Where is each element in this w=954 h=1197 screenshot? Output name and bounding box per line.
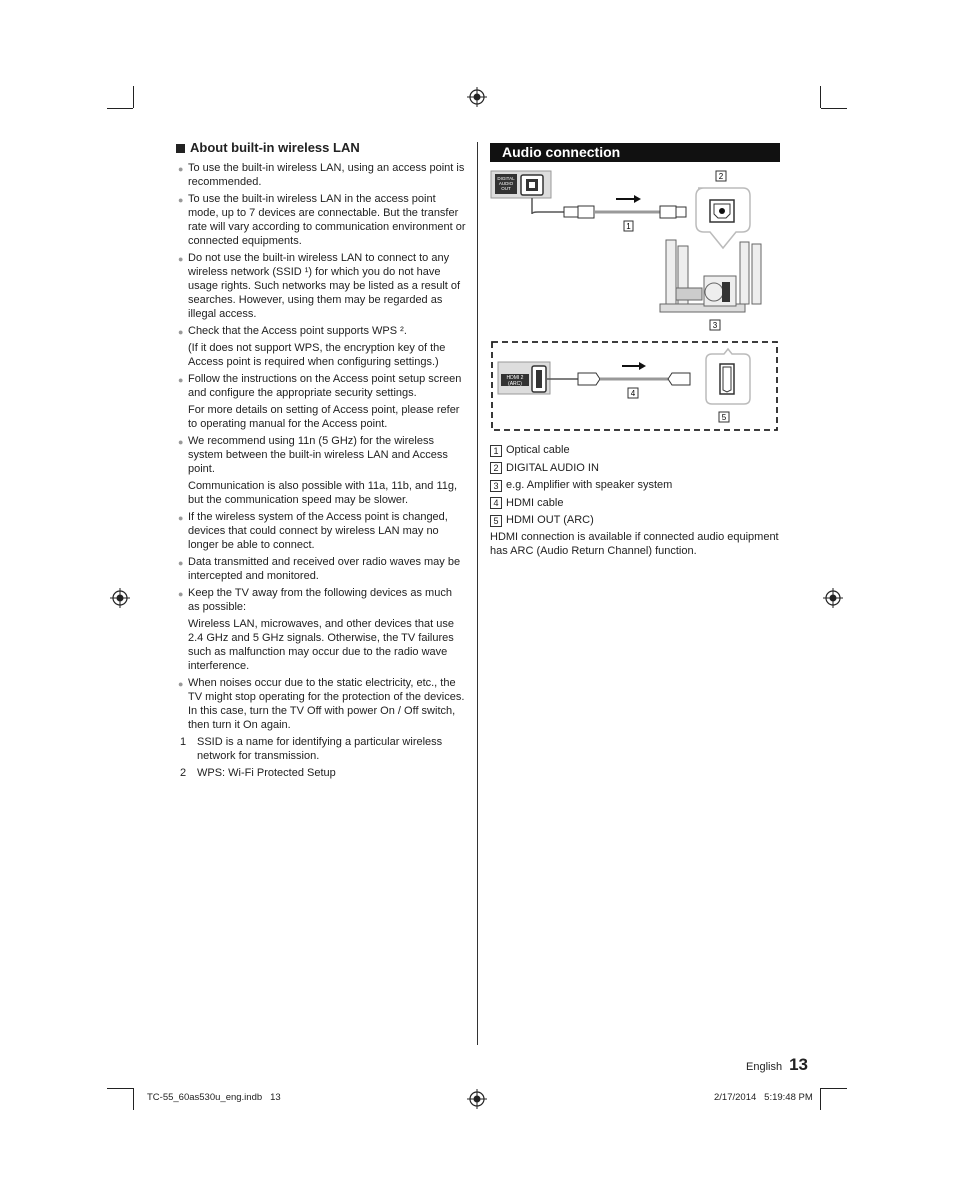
section-heading xyxy=(176,141,466,155)
list-item xyxy=(176,676,466,732)
registration-mark-icon xyxy=(823,588,843,608)
legend-number: 2 xyxy=(490,462,502,474)
crop-mark xyxy=(821,1088,847,1089)
legend-text: HDMI cable xyxy=(506,496,564,509)
file-info: TC-55_60as530u_eng.indb 13 xyxy=(147,1092,281,1103)
item-text: To use the built-in wireless LAN in the access point mode, up to 7 devices are connectable. But the transfer rate will vary according to communication environment or connected equipments. xyxy=(188,193,466,247)
crop-mark xyxy=(133,1088,134,1110)
legend-item xyxy=(490,442,790,460)
list-item xyxy=(176,586,466,673)
callout-3: 3 xyxy=(712,321,718,330)
speaker-system-icon xyxy=(660,240,761,312)
audio-connection-heading: Audio connection xyxy=(490,143,780,162)
item-text: For more details on setting of Access point, please refer to operating manual for the Access point. xyxy=(188,404,460,430)
item-text: (If it does not support WPS, the encryption key of the Access point is required when configuring settings.) xyxy=(188,342,446,368)
diagram-legend xyxy=(490,442,790,558)
wireless-lan-heading: About built-in wireless LAN xyxy=(190,140,360,155)
list-item xyxy=(176,510,466,552)
registration-mark-icon xyxy=(467,87,487,107)
crop-mark xyxy=(107,108,133,109)
hdmi-label-line1: HDMI 2 xyxy=(506,375,524,381)
digital-label-line1: DIGITAL xyxy=(497,176,515,181)
item-text: Keep the TV away from the following devices as much as possible: xyxy=(188,587,452,613)
bullet-icon: ● xyxy=(178,437,184,447)
legend-item xyxy=(490,477,790,495)
item-text: Wireless LAN, microwaves, and other devices that use 2.4 GHz and 5 GHz signals. Otherwise, the TV failures such as malfunction may occur due to the radio wave interference. xyxy=(188,618,454,672)
audio-connection-section xyxy=(490,143,780,162)
page-number: 13 xyxy=(789,1055,808,1074)
list-item xyxy=(176,251,466,321)
bullet-icon: ● xyxy=(178,558,184,568)
item-text: When noises occur due to the static electricity, etc., the TV might stop operating for the protection of the devices. In this case, turn the TV Off with power On / Off switch, then turn it On again. xyxy=(188,677,465,731)
bullet-icon: ● xyxy=(178,513,184,523)
bullet-icon: ● xyxy=(178,679,184,689)
callout-4: 4 xyxy=(630,389,636,398)
bullet-icon: ● xyxy=(178,254,184,264)
legend-number: 3 xyxy=(490,480,502,492)
bullet-icon: ● xyxy=(178,375,184,385)
hdmi-label-line2: (ARC) xyxy=(508,381,522,387)
item-text: Data transmitted and received over radio waves may be intercepted and monitored. xyxy=(188,556,461,582)
crop-mark xyxy=(133,86,134,108)
optical-cable xyxy=(532,198,564,214)
bullet-icon: ● xyxy=(178,195,184,205)
item-text: Check that the Access point supports WPS ². xyxy=(188,325,407,337)
item-text: To use the built-in wireless LAN, using an access point is recommended. xyxy=(188,162,465,188)
square-bullet-icon xyxy=(176,144,185,153)
legend-text: HDMI OUT (ARC) xyxy=(506,514,594,526)
audio-connection-diagram xyxy=(488,166,782,434)
language-label: English xyxy=(746,1061,783,1073)
arc-note: HDMI connection is available if connected audio equipment has ARC (Audio Return Channel) function. xyxy=(490,530,779,557)
legend-item xyxy=(490,460,790,478)
legend-text: DIGITAL AUDIO IN xyxy=(506,461,599,474)
wireless-lan-section xyxy=(176,141,466,783)
item-text: We recommend using 11n (5 GHz) for the wireless system between the built-in wireless LAN and Access point. xyxy=(188,435,448,475)
footnote-number: 1 xyxy=(180,736,187,748)
bullet-icon: ● xyxy=(178,327,184,337)
footnote-text: SSID is a name for identifying a particular wireless network for transmission. xyxy=(197,736,443,762)
callout-2: 2 xyxy=(718,172,724,181)
bullet-icon: ● xyxy=(178,589,184,599)
registration-mark-icon xyxy=(110,588,130,608)
legend-text: Optical cable xyxy=(506,444,570,456)
footnote xyxy=(180,766,466,780)
list-item xyxy=(176,372,466,431)
legend-item xyxy=(490,495,790,513)
callout-1: 1 xyxy=(626,222,631,231)
column-divider xyxy=(477,142,478,1045)
footnote xyxy=(180,735,466,763)
page-number-block xyxy=(746,1055,808,1075)
callout-5: 5 xyxy=(721,413,727,422)
crop-mark xyxy=(107,1088,133,1089)
legend-text: e.g. Amplifier with speaker system xyxy=(506,479,673,491)
digital-label-line2: AUDIO xyxy=(498,181,514,186)
registration-mark-icon xyxy=(467,1089,487,1109)
list-item xyxy=(176,555,466,583)
crop-mark xyxy=(820,1088,821,1110)
legend-number: 4 xyxy=(490,497,502,509)
crop-mark xyxy=(820,86,821,108)
legend-number: 1 xyxy=(490,445,502,457)
item-text: Communication is also possible with 11a, 11b, and 11g, but the communication speed may be slower. xyxy=(188,480,458,506)
print-timestamp: 2/17/2014 5:19:48 PM xyxy=(714,1092,813,1103)
item-text: Do not use the built-in wireless LAN to connect to any wireless network (SSID ¹) for which you do not have usage rights. Such networks may be listed as a result of searches. However, using them may be regarded as illegal access. xyxy=(188,252,461,320)
digital-label-line3: OUT xyxy=(501,186,511,191)
legend-item xyxy=(490,512,790,530)
footnote-number: 2 xyxy=(180,767,187,779)
list-item xyxy=(176,434,466,507)
footnote-text: WPS: Wi-Fi Protected Setup xyxy=(197,767,336,779)
item-text: If the wireless system of the Access point is changed, devices that could connect by wireless LAN may no longer be able to connect. xyxy=(188,511,448,551)
crop-mark xyxy=(821,108,847,109)
list-item xyxy=(176,324,466,369)
list-item xyxy=(176,192,466,248)
bullet-icon: ● xyxy=(178,164,184,174)
hdmi-out-port-icon xyxy=(720,364,734,394)
item-text: Follow the instructions on the Access point setup screen and configure the appropriate security settings. xyxy=(188,373,462,399)
legend-number: 5 xyxy=(490,515,502,527)
list-item xyxy=(176,161,466,189)
